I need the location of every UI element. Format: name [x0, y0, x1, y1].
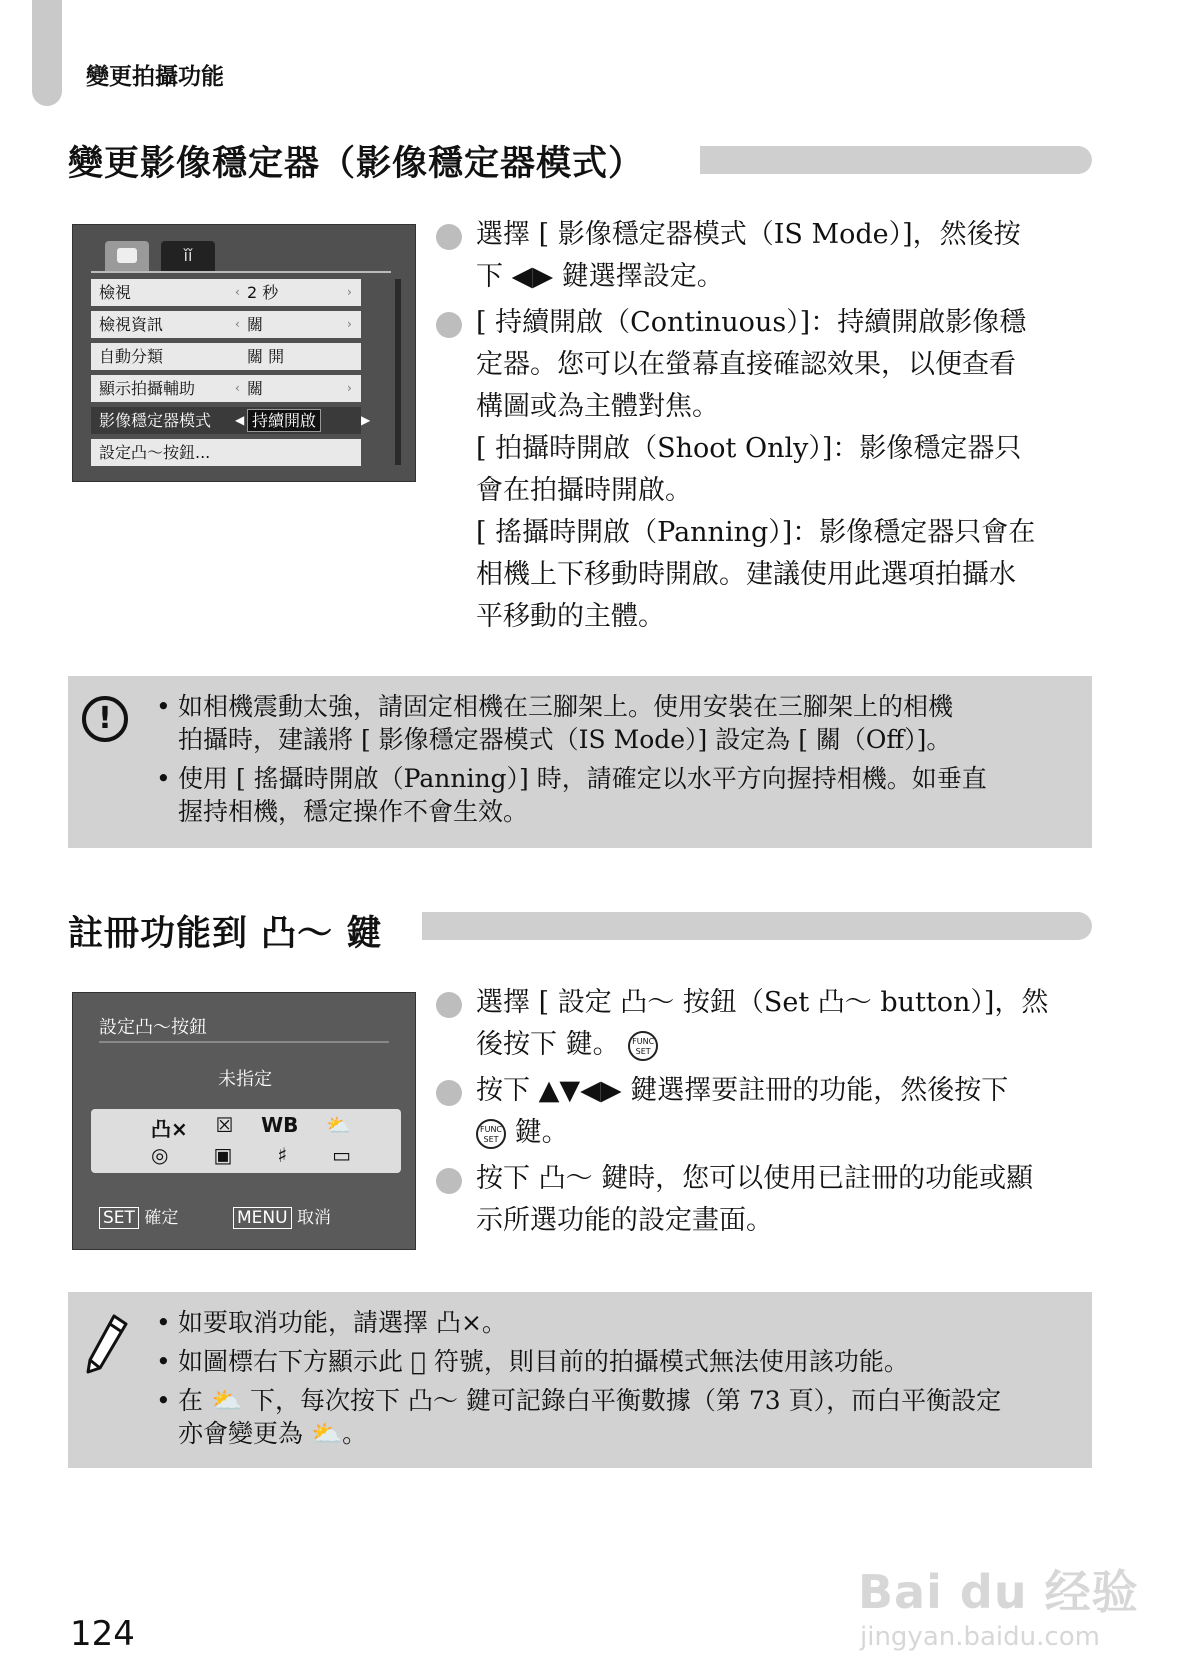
grid-icon: ♯	[277, 1143, 288, 1167]
tab-divider	[91, 271, 391, 273]
grid-icon: WB	[261, 1113, 299, 1137]
screen-title: 設定凸〜按鈕	[99, 1017, 207, 1038]
chapter-tab	[32, 0, 62, 106]
menu-hint: MENU 取消	[233, 1203, 331, 1228]
camera-menu-screen	[72, 224, 416, 482]
section-title-bar	[700, 146, 1092, 174]
grid-icon: ☒	[215, 1113, 234, 1137]
bullet-choose-function: 按下 ▲▼◀▶ 鍵選擇要註冊的功能，然後按下 FUNC SET 鍵。	[436, 1070, 1106, 1154]
func-set-icon: FUNC SET	[476, 1119, 506, 1149]
bullet-dot	[436, 224, 462, 250]
watermark-logo: Bai du 经验	[858, 1565, 1139, 1619]
section-title-bar	[422, 912, 1092, 940]
menu-row-display-overlay: 顯示拍攝輔助 ‹ 關 ›	[91, 375, 361, 402]
grid-icon: ◎	[151, 1143, 169, 1167]
grid-icon: ▭	[332, 1143, 351, 1167]
caution-item: • 如相機震動太強，請固定相機在三腳架上。使用安裝在三腳架上的相機 拍攝時，建議將 [ 影像穩定器模式（IS Mode）] 設定為 [ 關（Off）]。	[156, 692, 954, 754]
section1-instructions	[436, 214, 1096, 638]
bullet-dot	[436, 312, 462, 338]
caution-item: • 使用 [ 搖攝時開啟（Panning）] 時，請確定以水平方向握持相機。如垂直 握持相機，穩定操作不會生效。	[156, 764, 987, 826]
menu-row-review-info: 檢視資訊 ‹ 關 ›	[91, 311, 361, 338]
watermark-url: jingyan.baidu.com	[860, 1622, 1100, 1652]
caution-box	[68, 676, 1092, 848]
grid-icon: ⛅	[326, 1113, 351, 1137]
function-grid	[91, 1109, 401, 1173]
page-number: 124	[70, 1614, 135, 1654]
memo-item: • 在 ⛅ 下，每次按下 凸〜 鍵可記錄白平衡數據（第 73 頁），而白平衡設定 亦會變更為 ⛅。	[156, 1386, 1002, 1448]
bullet-select-set-button: 選擇 [ 設定 凸〜 按鈕（Set 凸〜 button）]，然 後按下 鍵。 FUNC SET	[436, 982, 1106, 1066]
memo-box	[68, 1292, 1092, 1468]
grid-icon: 凸×	[151, 1117, 188, 1141]
pencil-icon	[84, 1312, 130, 1376]
current-assignment: 未指定	[218, 1069, 272, 1090]
bullet-dot	[436, 992, 462, 1018]
set-hint: SET 確定	[99, 1203, 178, 1228]
caution-icon: !	[82, 696, 128, 742]
screen-divider	[99, 1041, 389, 1043]
bullet-select-is-mode: 選擇 [ 影像穩定器模式（IS Mode）]，然後按 下 ◀▶ 鍵選擇設定。	[436, 214, 1096, 298]
scrollbar	[395, 279, 401, 465]
tools-icon: ǐǐ	[161, 241, 215, 271]
section-title-stabilizer: 變更影像穩定器（影像穩定器模式）	[68, 144, 645, 184]
memo-item: • 如圖標右下方顯示此 ⃠ 符號，則目前的拍攝模式無法使用該功能。	[156, 1347, 909, 1376]
bullet-dot	[436, 1080, 462, 1106]
menu-row-auto-category: 自動分類 關 開	[91, 343, 361, 370]
bullet-dot	[436, 1168, 462, 1194]
menu-row-set-shortcut: 設定凸〜按鈕...	[91, 439, 361, 466]
chapter-header: 變更拍攝功能	[86, 64, 224, 90]
camera-icon	[117, 248, 137, 263]
bullet-use-registered: 按下 凸〜 鍵時，您可以使用已註冊的功能或顯 示所選功能的設定畫面。	[436, 1158, 1106, 1242]
menu-row-review: 檢視 ‹ 2 秒 ›	[91, 279, 361, 306]
bullet-is-options: [ 持續開啟（Continuous）]：持續開啟影像穩 定器。您可以在螢幕直接確認效果，以便查看 構圖或為主體對焦。 [ 拍攝時開啟（Shoot Only）]：影像穩定器只 會在拍攝時開啟。 [ 搖攝時開啟（Panning）]：影像穩定器只會在 相機上下移動時開啟。建議使用此選項拍攝水 平移動的主體。	[436, 302, 1096, 638]
tab-camera	[105, 241, 149, 271]
section-title-register: 註冊功能到 凸〜 鍵	[68, 914, 383, 954]
shortcut-setup-screen	[72, 992, 416, 1250]
memo-item: • 如要取消功能，請選擇 凸×。	[156, 1308, 507, 1337]
section2-instructions	[436, 982, 1106, 1242]
grid-icon: ▣	[213, 1143, 233, 1167]
func-set-icon: FUNC SET	[628, 1031, 658, 1061]
menu-row-is-mode: 影像穩定器模式 ◀ 持續開啟 ▶	[91, 407, 361, 434]
